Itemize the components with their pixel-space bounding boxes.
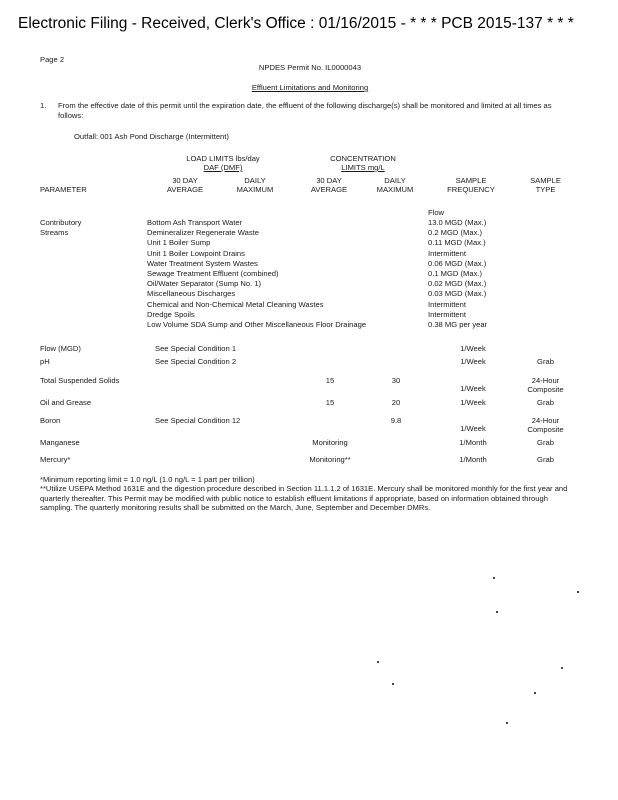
row-parameter: Oil and Grease	[40, 398, 92, 407]
row-parameter: pH	[40, 357, 50, 366]
row-type-line2: Composite	[527, 425, 564, 434]
load-limits-subheader: DAF (DMF)	[203, 163, 243, 172]
flow-subheader: Flow	[428, 208, 445, 217]
row-conc-avg: Monitoring	[312, 438, 348, 447]
load-limits-header: LOAD LIMITS lbs/day	[186, 154, 260, 163]
stream-name: Bottom Ash Transport Water	[147, 218, 243, 227]
col-load-avg-line1: 30 DAY	[172, 176, 198, 185]
row-type-line2: Composite	[527, 385, 564, 394]
stream-flow: 0.03 MGD (Max.)	[428, 289, 487, 299]
col-type-line1: SAMPLE	[530, 176, 561, 185]
stream-name: Water Treatment System Wastes	[147, 258, 258, 268]
row-frequency: 1/Week	[460, 384, 486, 393]
row-type: Grab	[537, 398, 554, 407]
footnote-mercury-limit: *Minimum reporting limit = 1.0 ng/L (1.0 ng/L = 1 part per trillion)	[40, 475, 255, 484]
col-parameter: PARAMETER	[40, 185, 87, 194]
stream-flow: 0.2 MGD (Max.)	[428, 228, 483, 238]
row-parameter: Boron	[40, 416, 61, 425]
col-frequency-line1: SAMPLE	[455, 176, 487, 185]
outfall-label: Outfall: 001 Ash Pond Discharge (Intermittent)	[74, 132, 229, 141]
col-frequency-line2: FREQUENCY	[447, 185, 495, 194]
row-load-note: See Special Condition 2	[155, 357, 237, 366]
row-type: Grab	[537, 455, 554, 464]
stream-name: Low Volume SDA Sump and Other Miscellaneous Floor Drainage	[147, 320, 367, 329]
row-conc-max: 30	[391, 376, 401, 385]
concentration-subheader: LIMITS mg/L	[341, 163, 385, 172]
col-load-avg-line2: AVERAGE	[166, 185, 204, 194]
row-type: 24-Hour	[531, 416, 560, 425]
row-type: Grab	[537, 438, 554, 447]
stream-flow: Intermittent	[428, 248, 466, 258]
col-conc-max-line1: DAILY	[384, 176, 406, 185]
filing-header: Electronic Filing - Received, Clerk's Office : 01/16/2015 - * * * PCB 2015-137 * * *	[18, 15, 574, 32]
row-conc-avg: 15	[325, 398, 335, 407]
stream-name: Demineralizer Regenerate Waste	[147, 228, 259, 238]
row-conc-max: 9.8	[390, 416, 402, 425]
stream-flow: Intermittent	[428, 299, 466, 309]
row-load-note: See Special Condition 1	[155, 344, 237, 353]
row-load-note: See Special Condition 12	[155, 416, 241, 425]
row-parameter: Total Suspended Solids	[40, 376, 120, 385]
row-type: Grab	[537, 357, 554, 366]
contributory-label: Contributory	[40, 218, 82, 227]
page-label: Page 2	[40, 55, 65, 64]
row-conc-avg: 15	[325, 376, 335, 385]
stream-flow: 0.11 MGD (Max.)	[428, 238, 486, 248]
permit-number: NPDES Permit No. IL0000043	[258, 63, 362, 72]
col-conc-avg-line2: AVERAGE	[310, 185, 348, 194]
stream-flow: 0.06 MGD (Max.)	[428, 258, 487, 268]
row-parameter: Flow (MGD)	[40, 344, 81, 353]
stream-name: Chemical and Non-Chemical Metal Cleaning Wastes	[147, 299, 324, 309]
stream-flow: 0.02 MGD (Max.)	[428, 279, 487, 289]
row-conc-avg: Monitoring**	[309, 455, 351, 464]
row-frequency: 1/Week	[460, 357, 486, 366]
row-conc-max: 20	[391, 398, 401, 407]
col-load-max-line1: DAILY	[244, 176, 266, 185]
concentration-header: CONCENTRATION	[330, 154, 396, 163]
col-type-line2: TYPE	[535, 185, 556, 194]
section-title: Effluent Limitations and Monitoring	[251, 83, 369, 92]
footnote-mercury-method: **Utilize USEPA Method 1631E and the digestion procedure described in Section 11.1.1.2 of 1631E. Mercury shall be monitored monthly for the first year and quarterly thereafter. This Permit may be modified with public notice to establish effluent limitations if appropriate, based on information obtained through sampling. The quarterly monitoring results shall be submitted on the March, June, September and December DMRs.	[40, 484, 568, 513]
col-load-max-line2: MAXIMUM	[236, 185, 274, 194]
stream-name: Miscellaneous Discharges	[147, 289, 236, 299]
stream-flow: 13.0 MGD (Max.)	[428, 218, 487, 227]
stream-name: Unit 1 Boiler Lowpoint Drains	[147, 248, 245, 258]
stream-flow: 0.1 MGD (Max.)	[428, 269, 483, 278]
row-parameter: Manganese	[40, 438, 80, 447]
col-conc-max-line2: MAXIMUM	[376, 185, 414, 194]
stream-flow: 0.38 MG per year	[428, 320, 488, 329]
stream-name: Dredge Spoils	[147, 309, 195, 319]
stream-name: Unit 1 Boiler Sump	[147, 238, 211, 248]
row-frequency: 1/Week	[460, 398, 486, 407]
intro-text: From the effective date of this permit until the expiration date, the effluent of the following discharge(s) shall be monitored and limited at all times as follows:	[58, 101, 552, 120]
stream-name: Oil/Water Separator (Sump No. 1)	[147, 279, 262, 289]
row-parameter: Mercury*	[40, 455, 71, 464]
row-frequency: 1/Month	[459, 455, 487, 464]
stream-name: Sewage Treatment Effluent (combined)	[147, 269, 279, 278]
col-conc-avg-line1: 30 DAY	[316, 176, 342, 185]
row-frequency: 1/Week	[460, 424, 486, 433]
row-frequency: 1/Month	[459, 438, 487, 447]
row-frequency: 1/Week	[460, 344, 486, 353]
stream-flow: Intermittent	[428, 309, 466, 319]
intro-number: 1.	[40, 101, 47, 110]
streams-label: Streams	[40, 228, 69, 237]
row-type: 24-Hour	[531, 376, 560, 385]
